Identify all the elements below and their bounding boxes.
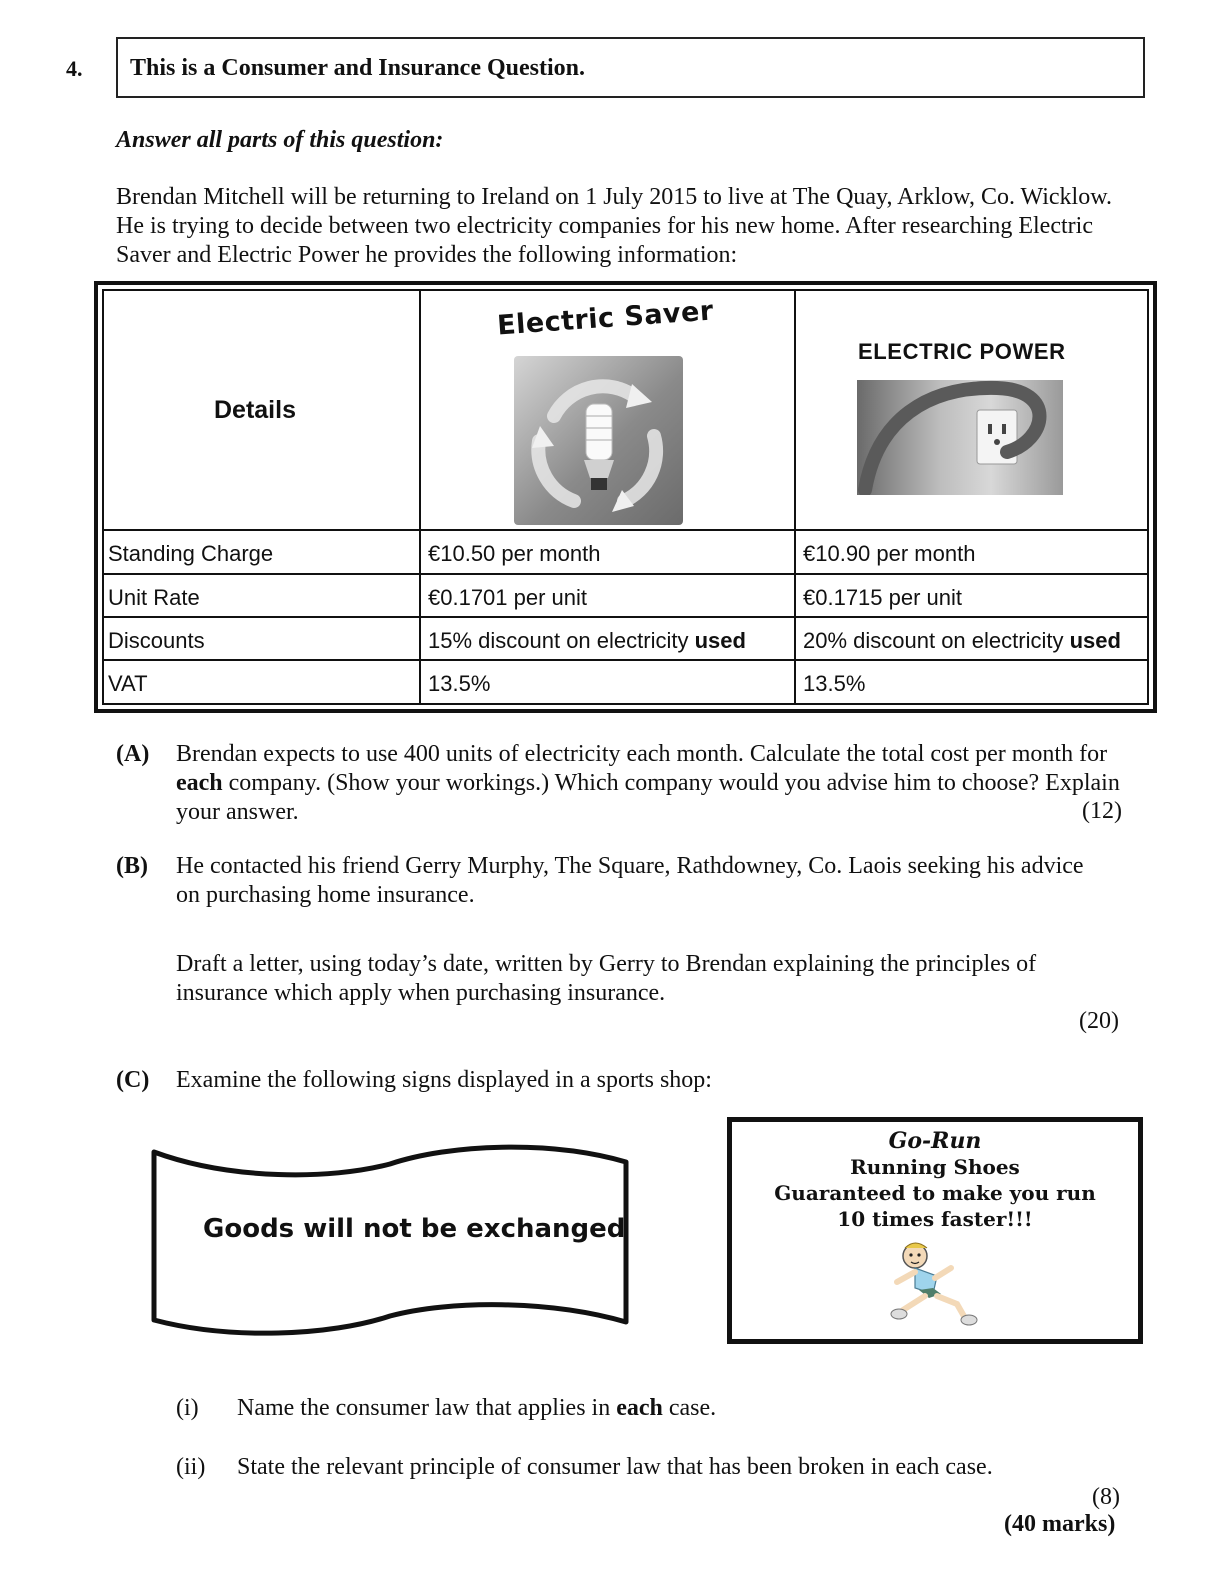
- table-divider: [794, 291, 796, 703]
- sign-go-run-text: [727, 1128, 1143, 1232]
- part-b-text-2: Draft a letter, using today’s date, written by Gerry to Brendan explaining the principles of insurance which apply when purchasing insurance.: [176, 951, 1037, 1006]
- row-label-vat: VAT: [108, 671, 148, 696]
- sub-ii-text: State the relevant principle of consumer law that has been broken in each case.: [237, 1454, 993, 1480]
- plug-socket-icon: [857, 380, 1063, 495]
- part-a-text: Brendan expects to use 400 units of electricity each month. Calculate the total cost per month for each company. (Show your workings.) Which company would you advise him to choose? Explain your answer.: [176, 741, 1120, 825]
- go-run-line-2: Guaranteed to make you run: [774, 1181, 1096, 1205]
- part-c-marks: (8): [1092, 1484, 1120, 1510]
- saver-vat: 13.5%: [428, 671, 491, 696]
- part-b-text: He contacted his friend Gerry Murphy, The Square, Rathdowney, Co. Laois seeking his advice on purchasing home insurance.: [176, 853, 1084, 908]
- power-vat: 13.5%: [803, 671, 866, 696]
- table-divider: [104, 616, 1147, 618]
- question-title-box: [116, 37, 1145, 98]
- table-divider: [104, 573, 1147, 575]
- row-label-standing-charge: Standing Charge: [108, 541, 274, 566]
- go-run-line-1: Running Shoes: [850, 1155, 1020, 1179]
- table-divider: [419, 291, 421, 703]
- details-header: Details: [214, 396, 296, 424]
- table-divider: [104, 659, 1147, 661]
- part-b-marks: (20): [1079, 1008, 1119, 1034]
- table-divider: [104, 529, 1147, 531]
- row-label-discounts: Discounts: [108, 628, 205, 653]
- total-marks: (40 marks): [1004, 1511, 1116, 1537]
- runner-icon: [885, 1238, 981, 1334]
- saver-discount: 15% discount on electricity used: [428, 628, 746, 653]
- sub-i-label: (i): [176, 1395, 199, 1421]
- part-c-text: Examine the following signs displayed in a sports shop:: [176, 1067, 712, 1093]
- part-c-label: (C): [116, 1067, 150, 1093]
- sub-i-text: Name the consumer law that applies in each case.: [237, 1395, 717, 1421]
- intro-paragraph: Brendan Mitchell will be returning to Ireland on 1 July 2015 to live at The Quay, Arklow, Co. Wicklow. He is trying to decide between two electricity companies for his new home. After researching Electric Saver and Electric Power he provides the following information:: [116, 184, 1112, 268]
- question-title: This is a Consumer and Insurance Question.: [130, 55, 585, 81]
- saver-standing-charge: €10.50 per month: [428, 541, 601, 566]
- power-discount: 20% discount on electricity used: [803, 628, 1121, 653]
- electric-power-logo: ELECTRIC POWER: [858, 339, 1066, 364]
- row-label-unit-rate: Unit Rate: [108, 585, 200, 610]
- go-run-brand: Go-Run: [888, 1128, 982, 1154]
- sub-ii-label: (ii): [176, 1454, 206, 1480]
- recycle-bulb-icon: [514, 356, 683, 525]
- sign-no-exchange-text: Goods will not be exchanged: [203, 1214, 626, 1244]
- part-a-label: (A): [116, 741, 150, 767]
- saver-unit-rate: €0.1701 per unit: [428, 585, 588, 610]
- power-unit-rate: €0.1715 per unit: [803, 585, 963, 610]
- part-b-label: (B): [116, 853, 148, 879]
- part-a-marks: (12): [1082, 798, 1122, 824]
- go-run-line-3: 10 times faster!!!: [837, 1207, 1033, 1231]
- electric-saver-logo: Electric Saver: [496, 295, 715, 342]
- instruction: Answer all parts of this question:: [116, 127, 444, 153]
- power-standing-charge: €10.90 per month: [803, 541, 976, 566]
- question-number: 4.: [66, 56, 83, 81]
